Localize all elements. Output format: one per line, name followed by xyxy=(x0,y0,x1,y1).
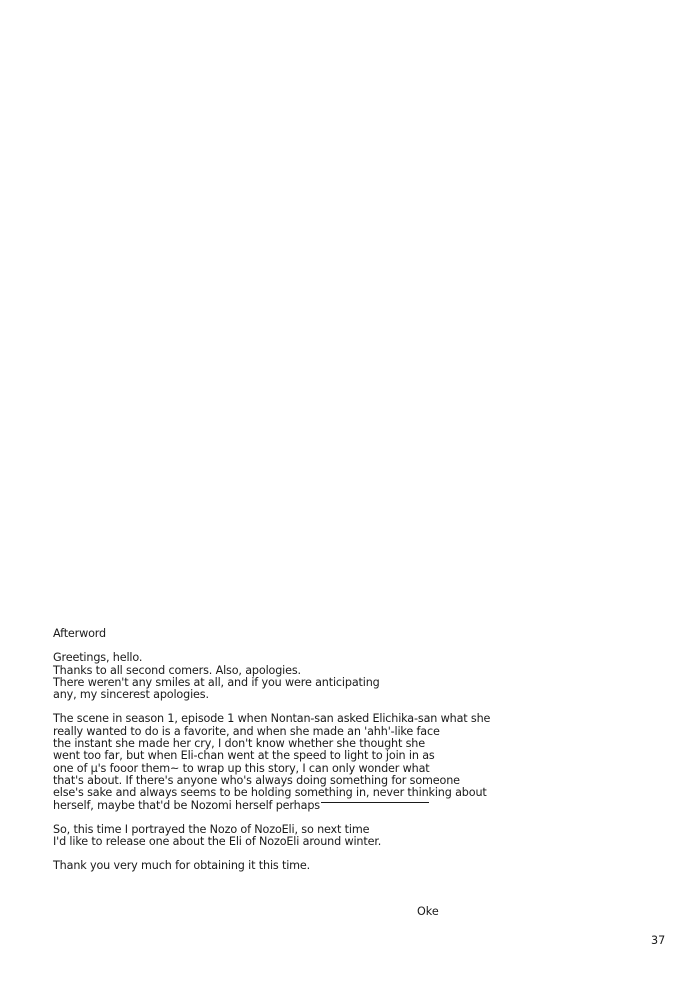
text-line: Thanks to all second comers. Also, apologies. xyxy=(53,663,301,677)
text-line: one of μ's fooor them~ to wrap up this story, I can only wonder what xyxy=(53,761,430,775)
author-signature: Oke xyxy=(417,905,439,918)
trailing-dash-line xyxy=(321,802,429,803)
text-line: Greetings, hello. xyxy=(53,651,143,665)
text-line: any, my sincerest apologies. xyxy=(53,688,209,702)
text-line: There weren't any smiles at all, and if you were anticipating xyxy=(53,675,380,689)
afterword-title: Afterword xyxy=(53,627,107,640)
text-line: the instant she made her cry, I don't know whether she thought she xyxy=(53,737,425,751)
text-line: really wanted to do is a favorite, and when she made an 'ahh'-like face xyxy=(53,724,440,738)
text-line: herself, maybe that'd be Nozomi herself perhaps xyxy=(53,798,320,812)
afterword-text-block xyxy=(53,628,573,885)
afterword-paragraph-scene xyxy=(53,713,573,811)
text-line: So, this time I portrayed the Nozo of NozoEli, so next time xyxy=(53,822,370,836)
text-line: I'd like to release one about the Eli of NozoEli around winter. xyxy=(53,835,382,849)
afterword-paragraph-greetings xyxy=(53,652,573,701)
text-line-with-dash xyxy=(53,800,573,812)
text-line: Thank you very much for obtaining it this time. xyxy=(53,859,311,873)
text-line: else's sake and always seems to be holding something in, never thinking about xyxy=(53,786,487,800)
afterword-paragraph-next-time xyxy=(53,824,573,849)
text-line: The scene in season 1, episode 1 when Nontan-san asked Elichika-san what she xyxy=(53,712,491,726)
afterword-paragraph-thanks xyxy=(53,860,573,872)
text-line: that's about. If there's anyone who's always doing something for someone xyxy=(53,773,460,787)
page-number: 37 xyxy=(651,934,666,947)
text-line: went too far, but when Eli-chan went at the speed to light to join in as xyxy=(53,749,435,763)
